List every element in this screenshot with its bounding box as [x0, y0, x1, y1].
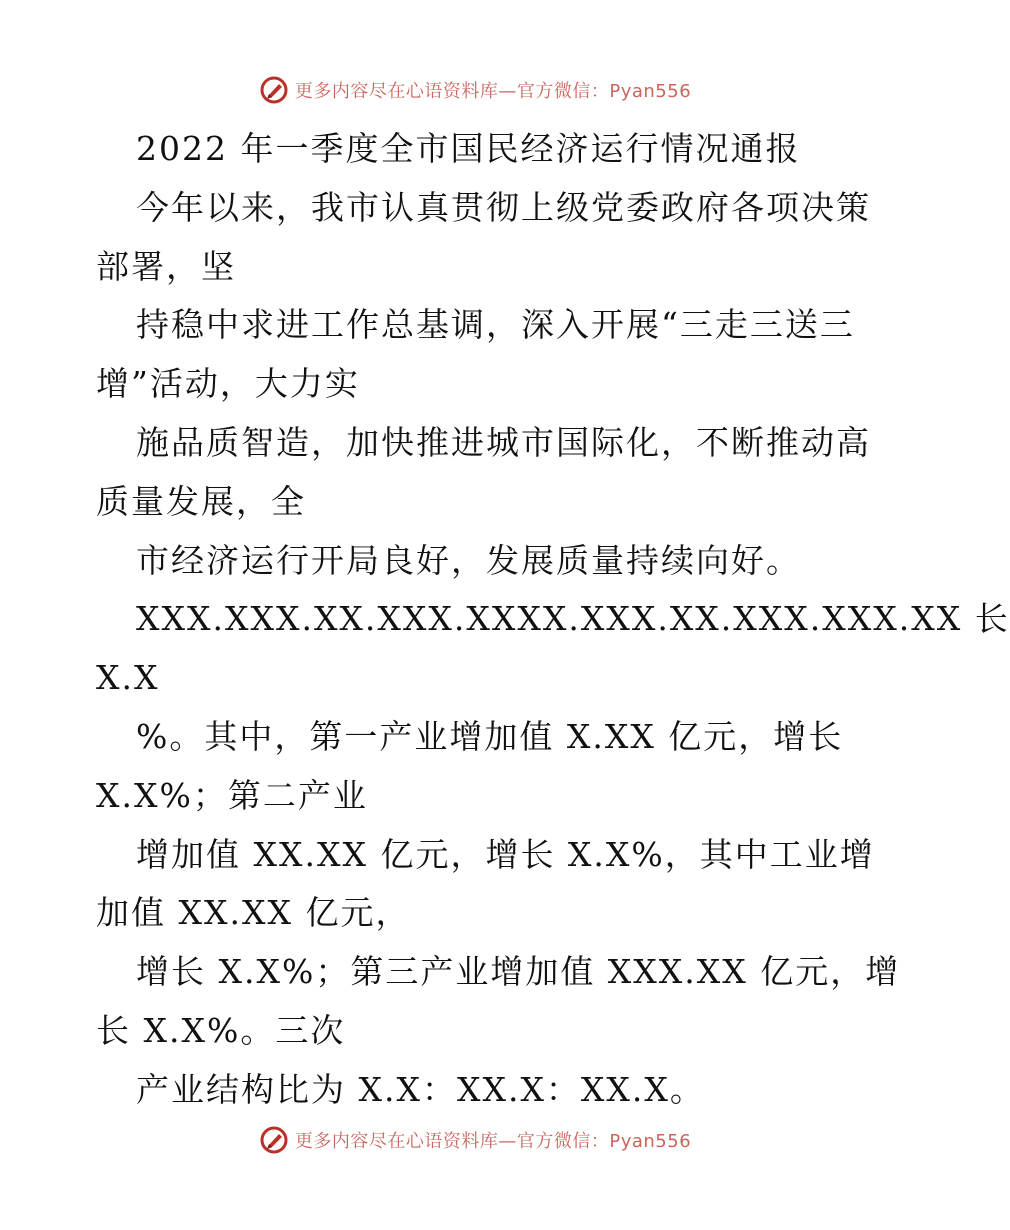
paragraph-line: 增”活动，大力实 [96, 364, 360, 404]
paragraph-line: 长 X.X%。三次 [96, 1010, 346, 1050]
paragraph-line: 部署，坚 [96, 246, 236, 286]
paragraph-line: 增长 X.X%；第三产业增加值 XXX.XX 亿元，增 [136, 952, 901, 992]
pen-logo-icon [259, 75, 289, 105]
paragraph-line: 持稳中求进工作总基调，深入开展“三走三送三 [136, 305, 855, 345]
paragraph-line: 今年以来，我市认真贯彻上级党委政府各项决策 [136, 187, 871, 227]
paragraph-line: XXX.XXX.XX.XXX.XXXX.XXX.XX.XXX.XXX.XX 长 [136, 599, 1010, 639]
paragraph-line: 产业结构比为 X.X：XX.X：XX.X。 [136, 1069, 705, 1109]
watermark-text: 更多内容尽在心语资料库—官方微信：Pyan556 [294, 81, 692, 102]
paragraph-line: 市经济运行开局良好，发展质量持续向好。 [136, 540, 801, 580]
paragraph-line: 施品质智造，加快推进城市国际化，不断推动高 [136, 422, 871, 462]
paragraph-line: 加值 XX.XX 亿元， [96, 893, 411, 933]
paragraph-line: X.X [96, 658, 160, 698]
document-title: 2022 年一季度全市国民经济运行情况通报 [136, 129, 801, 168]
watermark-header [0, 72, 950, 108]
watermark-footer [0, 1122, 950, 1158]
paragraph-line: 质量发展，全 [96, 481, 306, 521]
watermark-text: 更多内容尽在心语资料库—官方微信：Pyan556 [294, 1131, 692, 1152]
paragraph-line: %。其中，第一产业增加值 X.XX 亿元，增长 [136, 716, 844, 756]
document-body [96, 120, 1010, 1120]
paragraph-line: X.X%；第二产业 [96, 775, 368, 815]
pen-logo-icon [259, 1125, 289, 1155]
paragraph-line: 增加值 XX.XX 亿元，增长 X.X%，其中工业增 [136, 834, 875, 874]
